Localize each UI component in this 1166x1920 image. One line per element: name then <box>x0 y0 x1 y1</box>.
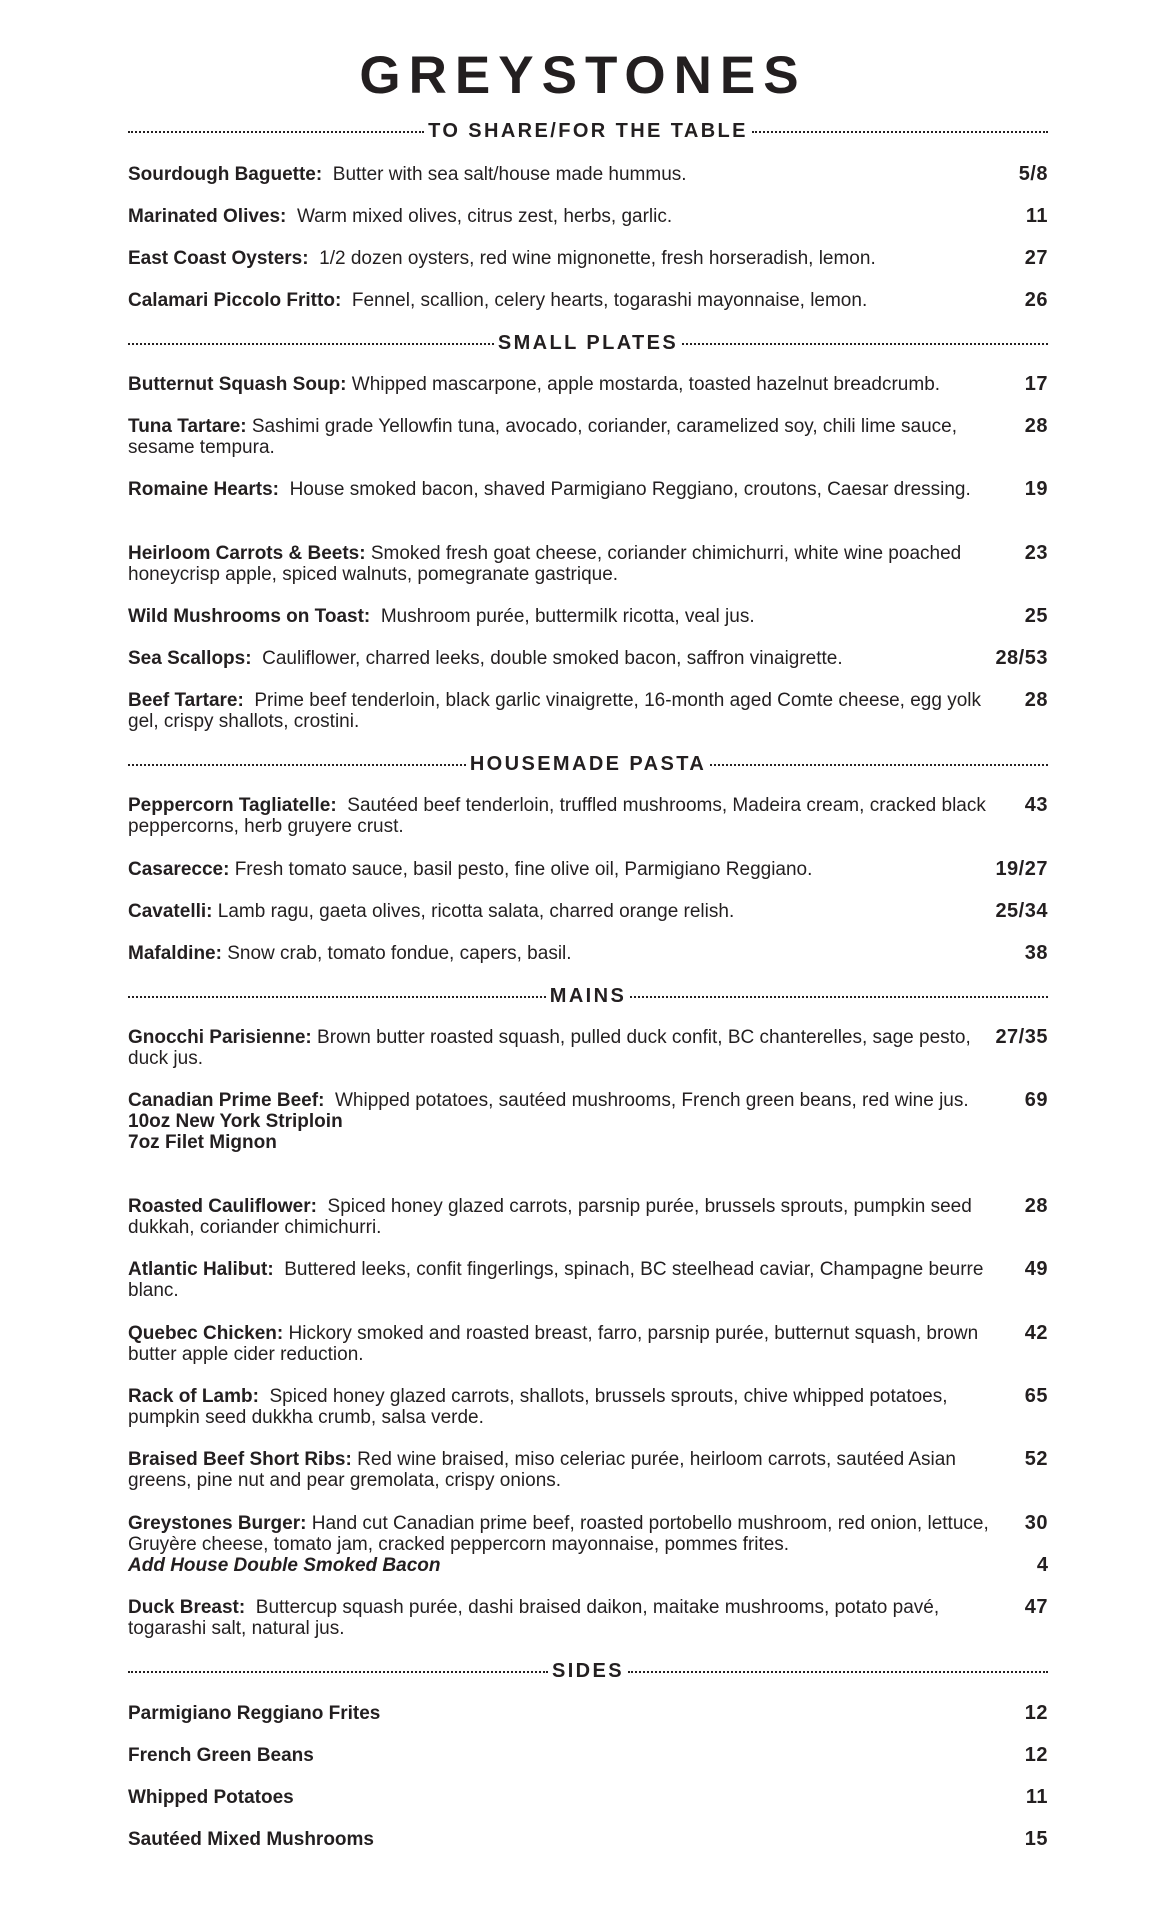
dotted-divider <box>128 764 466 766</box>
item-description: House smoked bacon, shaved Parmigiano Reggiano, croutons, Caesar dressing. <box>289 479 971 500</box>
item-description: Buttercup squash purée, dashi braised daikon, maitake mushrooms, potato pavé, togarashi salt, natural jus. <box>128 1597 940 1639</box>
item-name: Quebec Chicken: <box>128 1323 284 1344</box>
item-price: 17 <box>1024 373 1048 395</box>
menu-item <box>128 1259 1048 1301</box>
item-description: Mushroom purée, buttermilk ricotta, veal jus. <box>380 606 755 627</box>
item-price: 30 <box>1024 1512 1048 1534</box>
item-option: 10oz New York Striploin <box>128 1111 343 1132</box>
dotted-divider <box>628 1671 1048 1673</box>
menu-item <box>128 374 1048 395</box>
section-title: SMALL PLATES <box>497 332 679 354</box>
section-header-share <box>128 118 1048 144</box>
menu-item <box>128 1449 1048 1491</box>
item-price: 19/27 <box>995 858 1048 880</box>
menu-item <box>128 795 1048 837</box>
menu-item <box>128 164 1048 185</box>
item-name: East Coast Oysters: <box>128 248 309 269</box>
item-price: 27 <box>1024 247 1048 269</box>
item-description: Whipped potatoes, sautéed mushrooms, French green beans, red wine jus. <box>334 1090 969 1111</box>
item-price: 12 <box>1024 1702 1048 1724</box>
item-description: Hickory smoked and roasted breast, farro, parsnip purée, butternut squash, brown butter apple cider reduction. <box>128 1323 979 1365</box>
section-header-mains <box>128 983 1048 1009</box>
section-header-small-plates <box>128 330 1048 356</box>
item-price: 12 <box>1024 1744 1048 1766</box>
item-price: 49 <box>1024 1258 1048 1280</box>
item-price: 28 <box>1024 1195 1048 1217</box>
dotted-divider <box>752 131 1048 133</box>
item-name: Peppercorn Tagliatelle: <box>128 795 337 816</box>
item-price: 26 <box>1024 289 1048 311</box>
menu-item <box>128 1829 1048 1850</box>
menu-item <box>128 1090 1048 1153</box>
item-price: 15 <box>1024 1828 1048 1850</box>
item-description: Fresh tomato sauce, basil pesto, fine olive oil, Parmigiano Reggiano. <box>234 859 813 880</box>
dotted-divider <box>128 131 424 133</box>
restaurant-name: GREYSTONES <box>359 46 807 105</box>
dotted-divider <box>128 343 494 345</box>
item-description: Butter with sea salt/house made hummus. <box>332 164 687 185</box>
item-description: Red wine braised, miso celeriac purée, heirloom carrots, sautéed Asian greens, pine nut and pear gremolata, crispy onions. <box>128 1449 956 1491</box>
menu-item <box>128 1787 1048 1808</box>
section-header-pasta <box>128 751 1048 777</box>
item-description: 1/2 dozen oysters, red wine mignonette, fresh horseradish, lemon. <box>319 248 876 269</box>
section-title: SIDES <box>551 1660 625 1682</box>
item-price: 28 <box>1024 689 1048 711</box>
menu-item <box>128 479 1048 500</box>
item-description: Sashimi grade Yellowfin tuna, avocado, coriander, caramelized soy, chili lime sauce, sesame tempura. <box>128 416 958 458</box>
menu-item <box>128 1703 1048 1724</box>
item-price: 25/34 <box>995 900 1048 922</box>
item-description: Lamb ragu, gaeta olives, ricotta salata, charred orange relish. <box>217 901 735 922</box>
menu-item <box>128 248 1048 269</box>
item-description: Whipped mascarpone, apple mostarda, toasted hazelnut breadcrumb. <box>351 374 941 395</box>
section-title: TO SHARE/FOR THE TABLE <box>428 120 748 142</box>
item-name: Atlantic Halibut: <box>128 1259 274 1280</box>
item-description: Fennel, scallion, celery hearts, togarashi mayonnaise, lemon. <box>351 290 868 311</box>
item-price: 5/8 <box>1018 163 1048 185</box>
menu-item <box>128 1027 1048 1069</box>
item-name: Cavatelli: <box>128 901 213 922</box>
item-name: Wild Mushrooms on Toast: <box>128 606 371 627</box>
item-name: Braised Beef Short Ribs: <box>128 1449 352 1470</box>
item-option: 7oz Filet Mignon <box>128 1132 277 1153</box>
item-price: 28 <box>1024 415 1048 437</box>
menu-item <box>128 206 1048 227</box>
item-name: Mafaldine: <box>128 943 222 964</box>
menu-item <box>128 1323 1048 1365</box>
item-addon: Add House Double Smoked Bacon <box>128 1555 441 1576</box>
item-name: Butternut Squash Soup: <box>128 374 347 395</box>
item-price: 47 <box>1024 1596 1048 1618</box>
addon-price: 4 <box>1036 1554 1048 1576</box>
menu-item <box>128 543 1048 585</box>
item-price: 19 <box>1024 478 1048 500</box>
dotted-divider <box>682 343 1048 345</box>
item-name: Beef Tartare: <box>128 690 244 711</box>
section-header-sides <box>128 1658 1048 1684</box>
item-description: Snow crab, tomato fondue, capers, basil. <box>227 943 572 964</box>
item-name: Heirloom Carrots & Beets: <box>128 543 366 564</box>
item-name: Romaine Hearts: <box>128 479 279 500</box>
dotted-divider <box>630 996 1048 998</box>
item-description: Brown butter roasted squash, pulled duck confit, BC chanterelles, sage pesto, duck jus. <box>128 1027 971 1069</box>
dotted-divider <box>128 996 546 998</box>
item-name: Calamari Piccolo Fritto: <box>128 290 342 311</box>
dotted-divider <box>710 764 1048 766</box>
menu-item <box>128 290 1048 311</box>
item-price: 11 <box>1025 1786 1048 1808</box>
item-description: Buttered leeks, confit fingerlings, spinach, BC steelhead caviar, Champagne beurre blanc. <box>128 1259 984 1301</box>
item-name: Canadian Prime Beef: <box>128 1090 325 1111</box>
menu-item <box>128 1386 1048 1428</box>
item-price: 52 <box>1024 1448 1048 1470</box>
menu-item <box>128 690 1048 732</box>
item-price: 27/35 <box>995 1026 1048 1048</box>
section-title: HOUSEMADE PASTA <box>469 753 707 775</box>
menu-item <box>128 1745 1048 1766</box>
item-name: French Green Beans <box>128 1745 314 1766</box>
item-description: Sautéed beef tenderloin, truffled mushrooms, Madeira cream, cracked black peppercorns, herb gruyere crust. <box>128 795 986 837</box>
item-name: Marinated Olives: <box>128 206 287 227</box>
item-price: 69 <box>1024 1089 1048 1111</box>
item-price: 25 <box>1024 605 1048 627</box>
dotted-divider <box>128 1671 548 1673</box>
menu-item <box>128 1597 1048 1639</box>
item-price: 65 <box>1024 1385 1048 1407</box>
item-description: Prime beef tenderloin, black garlic vinaigrette, 16-month aged Comte cheese, egg yolk gel, crispy shallots, crostini. <box>128 690 981 732</box>
item-name: Whipped Potatoes <box>128 1787 294 1808</box>
item-name: Roasted Cauliflower: <box>128 1196 317 1217</box>
item-price: 42 <box>1024 1322 1048 1344</box>
item-price: 38 <box>1024 942 1048 964</box>
menu-item <box>128 1513 1048 1576</box>
item-name: Rack of Lamb: <box>128 1386 259 1407</box>
item-price: 11 <box>1025 205 1048 227</box>
item-name: Greystones Burger: <box>128 1513 307 1534</box>
item-name: Gnocchi Parisienne: <box>128 1027 312 1048</box>
item-name: Duck Breast: <box>128 1597 246 1618</box>
item-name: Casarecce: <box>128 859 230 880</box>
item-name: Sourdough Baguette: <box>128 164 323 185</box>
menu-item <box>128 416 1048 458</box>
menu-item <box>128 943 1048 964</box>
item-name: Tuna Tartare: <box>128 416 247 437</box>
item-description: Cauliflower, charred leeks, double smoked bacon, saffron vinaigrette. <box>262 648 843 669</box>
item-name: Parmigiano Reggiano Frites <box>128 1703 381 1724</box>
menu-item <box>128 1196 1048 1238</box>
item-description: Spiced honey glazed carrots, parsnip purée, brussels sprouts, pumpkin seed dukkah, coriander chimichurri. <box>128 1196 972 1238</box>
menu-item <box>128 606 1048 627</box>
item-price: 28/53 <box>995 647 1048 669</box>
section-title: MAINS <box>549 985 627 1007</box>
menu-item <box>128 859 1048 880</box>
menu-item <box>128 901 1048 922</box>
item-description: Hand cut Canadian prime beef, roasted portobello mushroom, red onion, lettuce, Gruyère cheese, tomato jam, cracked peppercorn mayonnaise, pommes frites. <box>128 1513 989 1555</box>
menu-item <box>128 648 1048 669</box>
item-name: Sea Scallops: <box>128 648 252 669</box>
item-description: Spiced honey glazed carrots, shallots, brussels sprouts, chive whipped potatoes, pumpkin seed dukkha crumb, salsa verde. <box>128 1386 948 1428</box>
item-name: Sautéed Mixed Mushrooms <box>128 1829 374 1850</box>
item-description: Smoked fresh goat cheese, coriander chimichurri, white wine poached honeycrisp apple, spiced walnuts, pomegranate gastrique. <box>128 543 962 585</box>
item-price: 43 <box>1024 794 1048 816</box>
item-description: Warm mixed olives, citrus zest, herbs, garlic. <box>296 206 673 227</box>
item-price: 23 <box>1024 542 1048 564</box>
